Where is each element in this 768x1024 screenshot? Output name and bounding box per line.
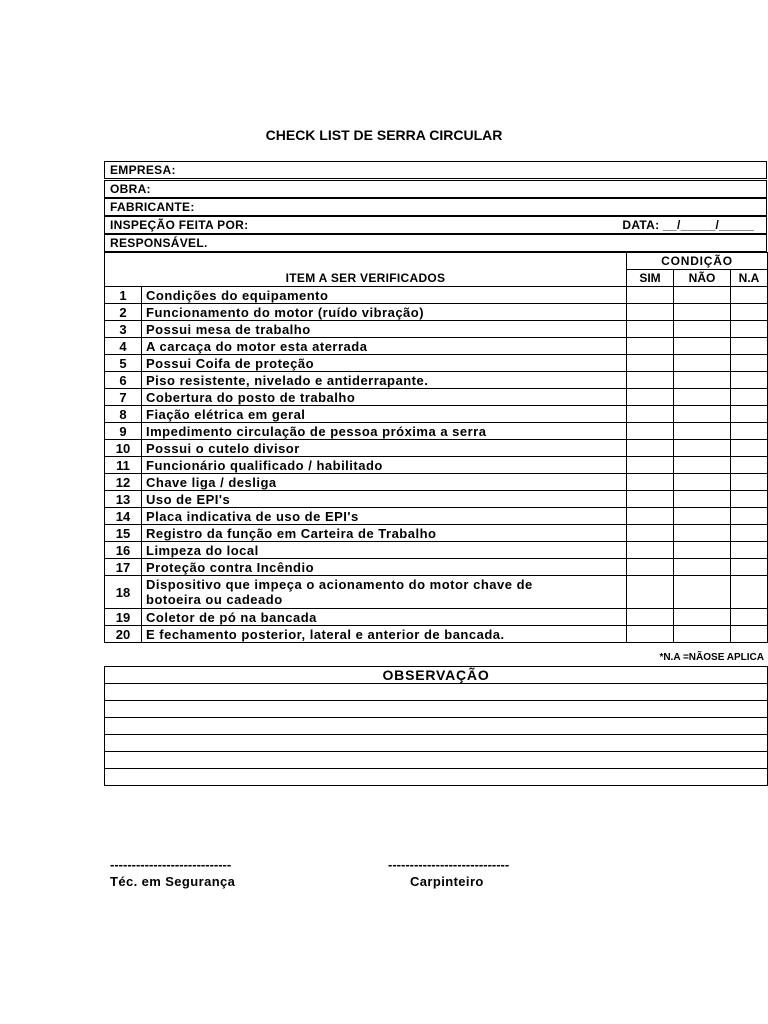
- field-inspecao[interactable]: [104, 216, 767, 234]
- cell-sim[interactable]: [627, 304, 674, 321]
- table-row: [105, 406, 768, 423]
- row-description: Condições do equipamento: [142, 287, 627, 304]
- row-number: 15: [105, 525, 142, 542]
- row-description: Chave liga / desliga: [142, 474, 627, 491]
- table-row: [105, 355, 768, 372]
- cell-sim[interactable]: [627, 287, 674, 304]
- signature-carpinteiro[interactable]: [388, 857, 509, 889]
- observacao-line[interactable]: [105, 684, 768, 701]
- row-description: E fechamento posterior, lateral e anterior de bancada.: [142, 626, 627, 643]
- row-description: Possui mesa de trabalho: [142, 321, 627, 338]
- row-number: 2: [105, 304, 142, 321]
- row-number: 5: [105, 355, 142, 372]
- cell-na[interactable]: [731, 304, 768, 321]
- cell-nao[interactable]: [674, 525, 731, 542]
- cell-na[interactable]: [731, 576, 768, 609]
- field-data[interactable]: DATA: __/_____/_____: [622, 218, 754, 232]
- cell-nao[interactable]: [674, 389, 731, 406]
- row-description: Proteção contra Incêndio: [142, 559, 627, 576]
- cell-na[interactable]: [731, 542, 768, 559]
- cell-na[interactable]: [731, 389, 768, 406]
- checklist-table: [104, 252, 768, 643]
- cell-na[interactable]: [731, 559, 768, 576]
- row-number: 16: [105, 542, 142, 559]
- cell-nao[interactable]: [674, 440, 731, 457]
- cell-sim[interactable]: [627, 372, 674, 389]
- cell-sim[interactable]: [627, 542, 674, 559]
- cell-sim[interactable]: [627, 406, 674, 423]
- cell-sim[interactable]: [627, 474, 674, 491]
- cell-sim[interactable]: [627, 338, 674, 355]
- cell-nao[interactable]: [674, 372, 731, 389]
- row-description: Placa indicativa de uso de EPI's: [142, 508, 627, 525]
- field-responsavel[interactable]: [104, 234, 767, 252]
- cell-sim[interactable]: [627, 576, 674, 609]
- cell-nao[interactable]: [674, 576, 731, 609]
- row-description: Funcionamento do motor (ruído vibração): [142, 304, 627, 321]
- cell-na[interactable]: [731, 355, 768, 372]
- table-row: [105, 609, 768, 626]
- row-number: 13: [105, 491, 142, 508]
- cell-sim[interactable]: [627, 423, 674, 440]
- row-description: Coletor de pó na bancada: [142, 609, 627, 626]
- row-number: 14: [105, 508, 142, 525]
- table-row: [105, 338, 768, 355]
- cell-nao[interactable]: [674, 626, 731, 643]
- observacao-line[interactable]: [105, 769, 768, 786]
- cell-nao[interactable]: [674, 508, 731, 525]
- table-row: [105, 321, 768, 338]
- table-row: [105, 542, 768, 559]
- cell-na[interactable]: [731, 491, 768, 508]
- na-footnote: *N.A =NÃOSE APLICA: [659, 652, 764, 663]
- observacao-table: [104, 666, 768, 786]
- signature-label-tecnico: Téc. em Segurança: [110, 874, 236, 889]
- cell-na[interactable]: [731, 406, 768, 423]
- cell-na[interactable]: [731, 287, 768, 304]
- row-number: 3: [105, 321, 142, 338]
- cell-nao[interactable]: [674, 406, 731, 423]
- observacao-line[interactable]: [105, 735, 768, 752]
- cell-na[interactable]: [731, 609, 768, 626]
- signature-tecnico[interactable]: [110, 857, 235, 889]
- table-row: [105, 389, 768, 406]
- row-description-line2: botoeira ou cadeado: [146, 592, 283, 607]
- cell-nao[interactable]: [674, 287, 731, 304]
- field-fabricante[interactable]: [104, 198, 767, 216]
- table-row: [105, 626, 768, 643]
- cell-nao[interactable]: [674, 355, 731, 372]
- cell-nao[interactable]: [674, 304, 731, 321]
- cell-sim[interactable]: [627, 525, 674, 542]
- cell-na[interactable]: [731, 423, 768, 440]
- cell-nao[interactable]: [674, 609, 731, 626]
- cell-nao[interactable]: [674, 338, 731, 355]
- signature-label-carpinteiro: Carpinteiro: [410, 874, 484, 889]
- table-row: [105, 457, 768, 474]
- cell-nao[interactable]: [674, 423, 731, 440]
- observacao-line[interactable]: [105, 701, 768, 718]
- item-header: ITEM A SER VERIFICADOS: [105, 253, 627, 287]
- row-number: 8: [105, 406, 142, 423]
- row-number: 12: [105, 474, 142, 491]
- table-row: [105, 440, 768, 457]
- field-obra[interactable]: [104, 180, 767, 198]
- table-row: [105, 304, 768, 321]
- row-description: Possui Coifa de proteção: [142, 355, 627, 372]
- field-empresa[interactable]: [104, 161, 767, 179]
- table-row: [105, 423, 768, 440]
- row-number: 11: [105, 457, 142, 474]
- table-row: [105, 576, 768, 609]
- cell-na[interactable]: [731, 457, 768, 474]
- cell-nao[interactable]: [674, 321, 731, 338]
- row-number: 10: [105, 440, 142, 457]
- label-inspecao: INSPEÇÃO FEITA POR:: [110, 218, 249, 232]
- table-row: [105, 491, 768, 508]
- cell-na[interactable]: [731, 338, 768, 355]
- cell-nao[interactable]: [674, 457, 731, 474]
- table-row: [105, 372, 768, 389]
- cell-na[interactable]: [731, 372, 768, 389]
- cell-nao[interactable]: [674, 542, 731, 559]
- row-description: Fiação elétrica em geral: [142, 406, 627, 423]
- col-na: N.A: [731, 270, 768, 287]
- row-number: 17: [105, 559, 142, 576]
- cell-na[interactable]: [731, 321, 768, 338]
- cell-nao[interactable]: [674, 559, 731, 576]
- signature-line: ----------------------------: [110, 857, 232, 872]
- cell-na[interactable]: [731, 440, 768, 457]
- cell-nao[interactable]: [674, 474, 731, 491]
- row-description: Possui o cutelo divisor: [142, 440, 627, 457]
- row-description: Registro da função em Carteira de Trabalho: [142, 525, 627, 542]
- cell-nao[interactable]: [674, 491, 731, 508]
- row-description: Limpeza do local: [142, 542, 627, 559]
- cell-na[interactable]: [731, 525, 768, 542]
- row-number: 4: [105, 338, 142, 355]
- cell-sim[interactable]: [627, 440, 674, 457]
- cell-sim[interactable]: [627, 389, 674, 406]
- cell-sim[interactable]: [627, 508, 674, 525]
- row-number: 18: [105, 576, 142, 609]
- row-number: 20: [105, 626, 142, 643]
- row-description: Cobertura do posto de trabalho: [142, 389, 627, 406]
- row-description-line1: Dispositivo que impeça o acionamento do motor chave de: [146, 577, 533, 592]
- col-sim: SIM: [627, 270, 674, 287]
- label-obra: OBRA:: [110, 182, 151, 196]
- row-description: [142, 576, 627, 609]
- observacao-title: OBSERVAÇÃO: [105, 667, 768, 684]
- table-row: [105, 508, 768, 525]
- cell-na[interactable]: [731, 508, 768, 525]
- row-description: Uso de EPI's: [142, 491, 627, 508]
- cell-sim[interactable]: [627, 491, 674, 508]
- row-description: A carcaça do motor esta aterrada: [142, 338, 627, 355]
- label-empresa: EMPRESA:: [110, 163, 176, 177]
- condicao-header: CONDIÇÃO: [627, 253, 768, 270]
- row-number: 1: [105, 287, 142, 304]
- row-number: 19: [105, 609, 142, 626]
- signature-line: ----------------------------: [388, 857, 510, 872]
- cell-na[interactable]: [731, 474, 768, 491]
- cell-sim[interactable]: [627, 355, 674, 372]
- table-row: [105, 525, 768, 542]
- col-nao: NÃO: [674, 270, 731, 287]
- row-description: Piso resistente, nivelado e antiderrapante.: [142, 372, 627, 389]
- table-row: [105, 474, 768, 491]
- row-description: Funcionário qualificado / habilitado: [142, 457, 627, 474]
- row-number: 9: [105, 423, 142, 440]
- row-description: Impedimento circulação de pessoa próxima a serra: [142, 423, 627, 440]
- label-fabricante: FABRICANTE:: [110, 200, 195, 214]
- cell-sim[interactable]: [627, 609, 674, 626]
- document-title: CHECK LIST DE SERRA CIRCULAR: [265, 127, 503, 143]
- cell-sim[interactable]: [627, 321, 674, 338]
- cell-sim[interactable]: [627, 457, 674, 474]
- cell-na[interactable]: [731, 626, 768, 643]
- cell-sim[interactable]: [627, 559, 674, 576]
- table-row: [105, 287, 768, 304]
- row-number: 7: [105, 389, 142, 406]
- observacao-line[interactable]: [105, 718, 768, 735]
- label-responsavel: RESPONSÁVEL.: [110, 236, 208, 250]
- cell-sim[interactable]: [627, 626, 674, 643]
- table-row: [105, 559, 768, 576]
- observacao-line[interactable]: [105, 752, 768, 769]
- row-number: 6: [105, 372, 142, 389]
